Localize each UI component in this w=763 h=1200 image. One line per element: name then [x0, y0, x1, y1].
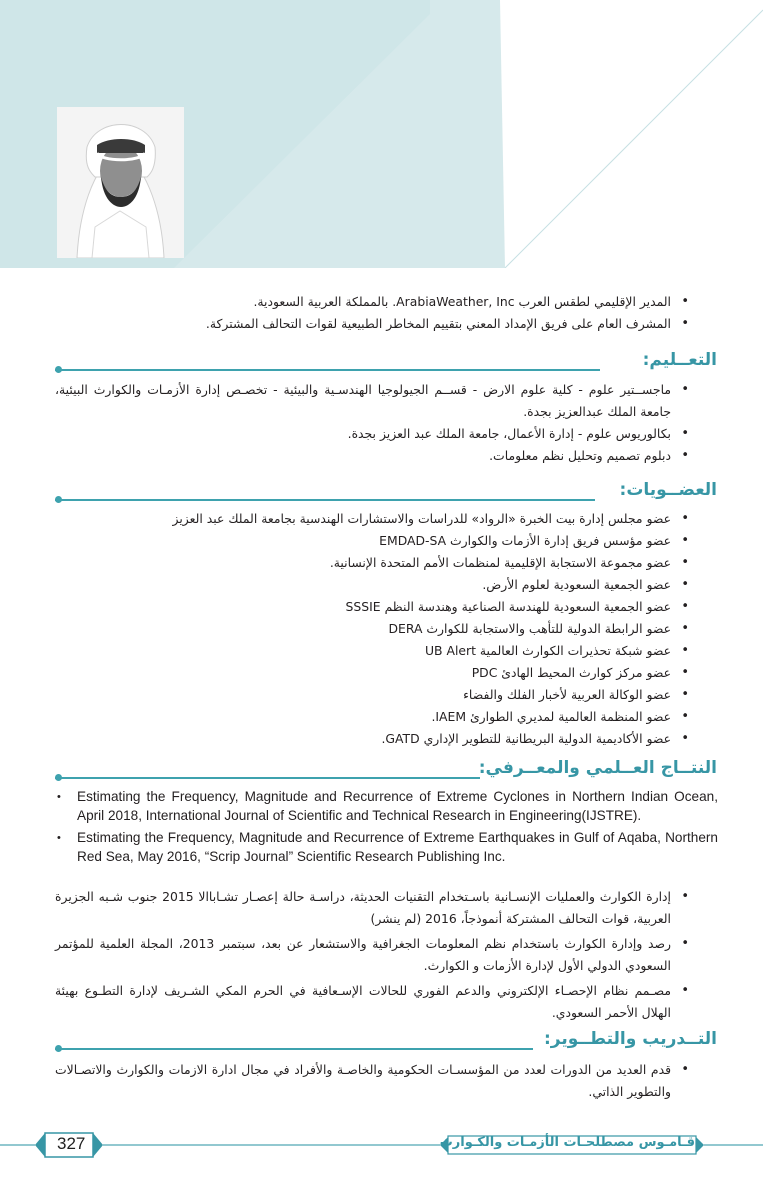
education-heading-row	[55, 350, 717, 376]
list-item: • عضو مركز كوارث المحيط الهادئ PDC	[55, 662, 705, 684]
list-item: • عضو المنظمة العالمية لمديري الطوارئ IAEM.	[55, 706, 705, 728]
list-item: • عضو مجموعة الاستجابة الإقليمية لمنظمات الأمم المتحدة الإنسانية.	[55, 552, 705, 574]
education-list	[0, 379, 763, 467]
list-item: • مصـمم نظام الإحصـاء الإلكتروني والدعم الفوري للحالات الإسـعافية في الحرم المكي الشـريف لإدارة التطـوع بهيئة الهلال الأحمر السعودي.	[55, 980, 705, 1024]
list-item: • عضو الجمعية السعودية للهندسة الصناعية وهندسة النظم SSSIE	[55, 596, 705, 618]
person-portrait-icon	[57, 107, 184, 258]
list-item: • عضو شبكة تحذيرات الكوارث العالمية UB Alert	[55, 640, 705, 662]
list-item: • Estimating the Frequency, Magnitude and Recurrence of Extreme Earthquakes in Gulf of Aqaba, Northern Red Sea, May 2016, “Scrip Journal” Scientific Research Publishing Inc.	[45, 829, 718, 866]
training-heading-row	[55, 1029, 717, 1055]
book-title: قـامـوس مصطلحـات الأزمـات والكـوارث	[439, 1135, 695, 1150]
list-item: • بكالوريوس علوم - إدارة الأعمال، جامعة الملك عبد العزيز بجدة.	[55, 423, 705, 445]
list-item: • عضو الرابطة الدولية للتأهب والاستجابة للكوارث DERA	[55, 618, 705, 640]
research-english-list	[0, 788, 763, 870]
heading-rule	[55, 499, 595, 501]
memberships-list	[0, 508, 763, 750]
heading-rule	[55, 777, 480, 779]
list-item: • عضو الجمعية السعودية لعلوم الأرض.	[55, 574, 705, 596]
training-heading: التــدريب والتطــوير:	[544, 1029, 717, 1049]
research-arabic-list	[0, 886, 763, 1024]
heading-rule	[55, 369, 600, 371]
list-item: • عضو الوكالة العربية لأخبار الفلك والفضاء	[55, 684, 705, 706]
memberships-heading: العضــويات:	[619, 480, 717, 500]
list-item: • دبلوم تصميم وتحليل نظم معلومات.	[55, 445, 705, 467]
list-item: • إدارة الكوارث والعمليات الإنسـانية باسـتخدام التقنيات الحديثة، دراسـة حالة إعصـار تشـاباالا 2015 جنوب شـبه الجزيرة العربية، قوات التحالف المشتركة أنموذجاً، 2016 (لم ينشر)	[55, 886, 705, 930]
research-heading-row	[55, 758, 717, 784]
profile-roles	[0, 291, 763, 335]
profile-photo	[57, 107, 184, 258]
training-list	[0, 1059, 763, 1103]
list-item: • عضو مؤسس فريق إدارة الأزمات والكوارث EMDAD-SA	[55, 530, 705, 552]
heading-rule	[55, 1048, 533, 1050]
list-item: • قدم العديد من الدورات لعدد من المؤسسـات الحكومية والخاصـة والأفراد في مجال ادارة الازمات والكوارث والاتصـالات والتطوير الذاتي.	[55, 1059, 705, 1103]
list-item: • عضو مجلس إدارة بيت الخبرة «الرواد» للدراسات والاستشارات الهندسية بجامعة الملك عبد العزيز	[55, 508, 705, 530]
list-item: • المدير الإقليمي لطقس العرب ArabiaWeather, Inc. بالمملكة العربية السعودية.	[55, 291, 705, 313]
page-number: 327	[57, 1134, 86, 1153]
list-item: • عضو الأكاديمية الدولية البريطانية للتطوير الإداري GATD.	[55, 728, 705, 750]
list-item: • Estimating the Frequency, Magnitude and Recurrence of Extreme Cyclones in Northern Indian Ocean, April 2018, International Journal of Scientific and Technical Research in Engineering(IJSTRE).	[45, 788, 718, 825]
list-item: • المشرف العام على فريق الإمداد المعني بتقييم المخاطر الطبيعية لقوات التحالف المشتركة.	[55, 313, 705, 335]
education-heading: التعــليم:	[642, 350, 717, 370]
list-item: • ماجســتير علوم - كلية علوم الارض - قســم الجيولوجيا الهندسـية والبيئية - تخصـص إدارة الأزمـات والكوارث البيئية، جامعة الملك عبدالعزيز بجدة.	[55, 379, 705, 423]
memberships-heading-row	[55, 480, 717, 506]
list-item: • رصد وإدارة الكوارث باستخدام نظم المعلومات الجغرافية والاستشعار عن بعد، سبتمبر 2013، المجلة العلمية للمؤتمر السعودي الدولي الأول لإدارة الأزمات و الكوارث.	[55, 933, 705, 977]
research-heading: النتــاج العــلمي والمعــرفي:	[478, 758, 717, 778]
